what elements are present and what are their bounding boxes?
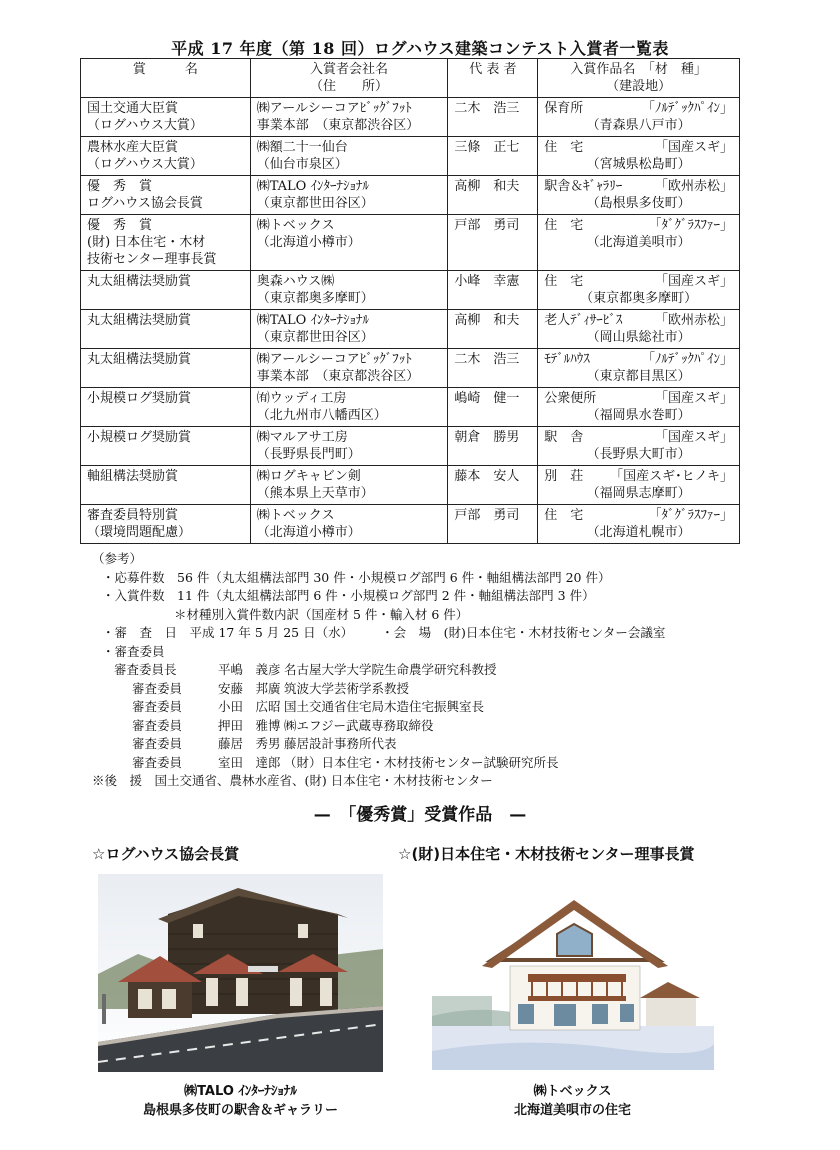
work-cell: ﾓﾃﾞﾙﾊｳｽ 「ﾉﾙﾃﾞｯｸﾊﾟｲﾝ」 （東京都目黒区） [538,349,740,388]
table-row [81,388,740,427]
representative-cell: 高柳 和夫 [448,310,538,349]
representative-cell: 二木 浩三 [448,349,538,388]
header-award: 賞 名 [81,59,251,98]
table-row [81,427,740,466]
representative-cell: 嶋崎 健一 [448,388,538,427]
applications-count: ・応募件数 56 件（丸太組構法部門 30 件・小規模ログ部門 6 件・軸組構法部門 20 件） [102,569,611,585]
work-cell: 住 宅 「国産スギ」 （宮城県松島町） [538,137,740,176]
support-line: ※後 援 国土交通省、農林水産省、(財) 日本住宅・木材技術センター [92,773,493,788]
company-cell: ㈲ウッディ工房 （北九州市八幡西区） [250,388,448,427]
award-cell: 軸組構法奨励賞 [81,466,251,505]
log-house-station-photo [98,874,383,1072]
caption-company-left: ㈱TALO ｲﾝﾀｰﾅｼｮﾅﾙ [184,1084,297,1099]
venue: ・会 場 (財)日本住宅・木材技術センター会議室 [381,625,666,640]
work-cell: 駅舎＆ｷﾞｬﾗﾘｰ 「欧州赤松」 （島根県多伎町） [538,176,740,215]
award-cell: 小規模ログ奨励賞 [81,427,251,466]
company-cell: ㈱TALO ｲﾝﾀｰﾅｼｮﾅﾙ （東京都世田谷区） [250,176,448,215]
award-cell: 優 秀 賞 (財) 日本住宅・木材 技術センター理事長賞 [81,215,251,271]
company-cell: ㈱ログキャビン剣 （熊本県上天草市） [250,466,448,505]
work-cell: 別 荘 「国産スギ･ヒノキ」 （福岡県志摩町） [538,466,740,505]
awards-table [80,58,740,544]
judge-row: 審査委員 安藤 邦廣 筑波大学芸術学系教授 [132,680,410,696]
work-cell: 住 宅 「ﾀﾞｸﾞﾗｽﾌｧｰ」 （北海道札幌市） [538,505,740,544]
company-cell: ㈱額二十一仙台 （仙台市泉区） [250,137,448,176]
photo-award-title-right: ☆(財)日本住宅・木材技術センター理事長賞 [398,845,695,863]
section-heading: — 「優秀賞」受賞作品 — [313,805,527,825]
representative-cell: 三條 正七 [448,137,538,176]
award-cell: 審査委員特別賞 （環境問題配慮） [81,505,251,544]
representative-cell: 藤本 安人 [448,466,538,505]
award-cell: 丸太組構法奨励賞 [81,349,251,388]
caption-desc-left: 島根県多伎町の駅舎＆ギャラリー [142,1103,338,1118]
representative-cell: 二木 浩三 [448,98,538,137]
caption-desc-right: 北海道美唄市の住宅 [513,1103,631,1118]
table-row [81,176,740,215]
judge-row: 審査委員 藤居 秀男 藤居設計事務所代表 [132,736,397,751]
award-cell: 優 秀 賞 ログハウス協会長賞 [81,176,251,215]
judge-row: 審査委員 室田 達郎 （財）日本住宅・木材技術センター試験研究所長 [132,754,559,770]
award-cell: 丸太組構法奨励賞 [81,310,251,349]
table-row [81,215,740,271]
company-cell: ㈱アールシーコアﾋﾞｯｸﾞﾌｯﾄ 事業本部 （東京都渋谷区） [250,349,448,388]
representative-cell: 戸部 勇司 [448,505,538,544]
judge-row: 審査委員 小田 広昭 国土交通省住宅局木造住宅振興室長 [132,699,485,714]
company-cell: ㈱トベックス （北海道小樽市） [250,505,448,544]
table-row [81,505,740,544]
table-row [81,137,740,176]
photo-caption-right [440,1082,705,1120]
reference-notes [92,550,665,791]
award-cell: 小規模ログ奨励賞 [81,388,251,427]
company-cell: 奥森ハウス㈱ （東京都奥多摩町） [250,271,448,310]
award-cell: 国土交通大臣賞 （ログハウス大賞） [81,98,251,137]
company-cell: ㈱TALO ｲﾝﾀｰﾅｼｮﾅﾙ （東京都世田谷区） [250,310,448,349]
award-cell: 丸太組構法奨励賞 [81,271,251,310]
judges-heading: ・審査委員 [102,643,165,659]
work-cell: 老人ﾃﾞｨｻｰﾋﾞｽ 「欧州赤松」 （岡山県総社市） [538,310,740,349]
notes-heading: （参考） [92,551,143,566]
work-cell: 住 宅 「ﾀﾞｸﾞﾗｽﾌｧｰ」 （北海道美唄市） [538,215,740,271]
table-header-row [81,59,740,98]
photo-award-title-left: ☆ログハウス協会長賞 [92,845,240,863]
caption-company-right: ㈱トベックス [533,1084,612,1099]
company-cell: ㈱アールシーコアﾋﾞｯｸﾞﾌｯﾄ 事業本部 （東京都渋谷区） [250,98,448,137]
table-row [81,98,740,137]
table-row [81,310,740,349]
header-work: 入賞作品名 「材 種」 （建設地） [538,59,740,98]
winners-count: ・入賞件数 11 件（丸太組構法部門 6 件・小規模ログ部門 2 件・軸組構法部門 3 件） [102,588,595,603]
review-date: ・審 査 日 平成 17 年 5 月 25 日（水） [102,625,354,640]
judge-row: 審査委員長 平嶋 義彦 名古屋大学大学院生命農学研究科教授 [114,662,497,677]
judge-row: 審査委員 押田 雅博 ㈱エフジー武蔵専務取締役 [132,717,434,733]
work-cell: 駅 舎 「国産スギ」 （長野県大町市） [538,427,740,466]
work-cell: 公衆便所 「国産スギ」 （福岡県水巻町） [538,388,740,427]
judges-list [92,661,665,772]
table-row [81,466,740,505]
company-cell: ㈱トベックス （北海道小樽市） [250,215,448,271]
award-cell: 農林水産大臣賞 （ログハウス大賞） [81,137,251,176]
table-row [81,349,740,388]
header-representative: 代 表 者 [448,59,538,98]
company-cell: ㈱マルアサ工房 （長野県長門町） [250,427,448,466]
representative-cell: 朝倉 勝男 [448,427,538,466]
representative-cell: 高柳 和夫 [448,176,538,215]
review-info [92,624,665,643]
residence-photo [432,876,714,1070]
wood-breakdown: ＊材種別入賞件数内訳（国産材 5 件・輸入材 6 件） [174,606,469,622]
work-cell: 住 宅 「国産スギ」 （東京都奥多摩町） [538,271,740,310]
page-title: 平成 17 年度（第 18 回）ログハウス建築コンテスト入賞者一覧表 [171,39,669,58]
representative-cell: 小峰 幸憲 [448,271,538,310]
header-company: 入賞者会社名 （住 所） [250,59,448,98]
table-row [81,271,740,310]
work-cell: 保育所 「ﾉﾙﾃﾞｯｸﾊﾟｲﾝ」 （青森県八戸市） [538,98,740,137]
representative-cell: 戸部 勇司 [448,215,538,271]
photo-caption-left [108,1082,373,1120]
